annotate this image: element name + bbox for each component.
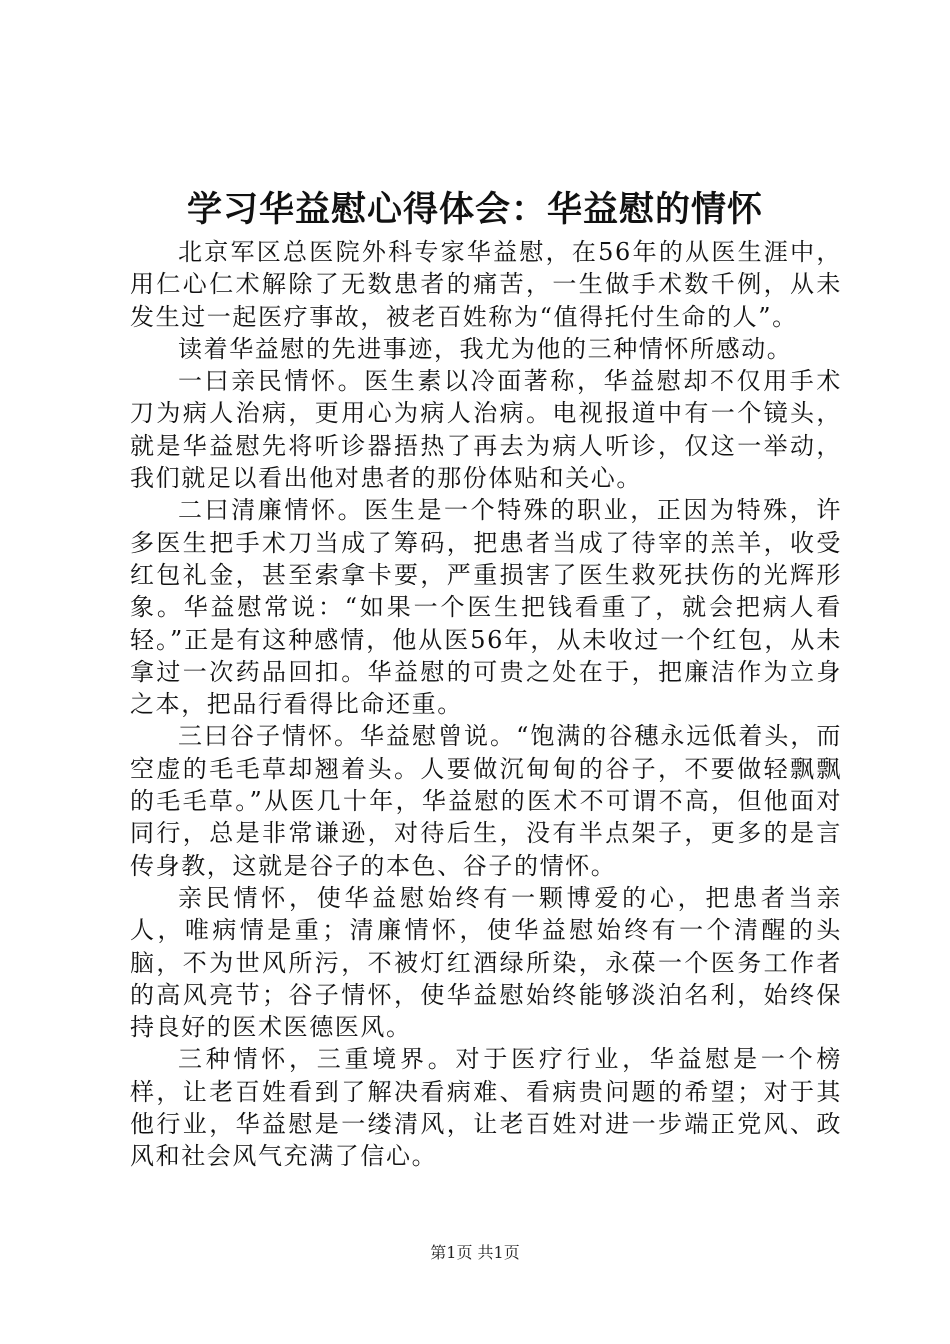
- paragraph-third-sentiment: 三曰谷子情怀。华益慰曾说。“饱满的谷穗永远低着头，而空虚的毛毛草却翘着头。人要做沉甸甸的谷子，不要做轻飘飘的毛毛草。”从医几十年，华益慰的医术不可谓不高，但他面对同行，总是非常谦逊，对待后生，没有半点架子，更多的是言传身教，这就是谷子的本色、谷子的情怀。: [130, 722, 842, 880]
- document-body: [130, 236, 842, 1173]
- paragraph-summary: 亲民情怀，使华益慰始终有一颗博爱的心，把患者当亲人，唯病情是重；清廉情怀，使华益慰始终有一个清醒的头脑，不为世风所污，不被灯红酒绿所染，永葆一个医务工作者的高风亮节；谷子情怀，使华益慰始终能够淡泊名利，始终保持良好的医术医德医风。: [130, 883, 842, 1042]
- paragraph-reading: 读着华益慰的先进事迹，我尤为他的三种情怀所感动。: [178, 334, 793, 363]
- paragraph-second-sentiment: 二曰清廉情怀。医生是一个特殊的职业，正因为特殊，许多医生把手术刀当成了筹码，把患者当成了待宰的羔羊，收受红包礼金，甚至索拿卡要，严重损害了医生救死扶伤的光辉形象。华益慰常说：“如果一个医生把钱看重了，就会把病人看轻。”正是有这种感情，他从医56年，从未收过一个红包，从未拿过一次药品回扣。华益慰的可贵之处在于，把廉洁作为立身之本，把品行看得比命还重。: [130, 496, 842, 719]
- paragraph-first-sentiment: 一曰亲民情怀。医生素以冷面著称，华益慰却不仅用手术刀为病人治病，更用心为病人治病。电视报道中有一个镜头，就是华益慰先将听诊器捂热了再去为病人听诊，仅这一举动，我们就足以看出他对患者的那份体贴和关心。: [130, 367, 842, 493]
- page-footer: 第1页 共1页: [430, 1243, 520, 1262]
- paragraph-conclusion: 三种情怀，三重境界。对于医疗行业，华益慰是一个榜样，让老百姓看到了解决看病难、看病贵问题的希望；对于其他行业，华益慰是一缕清风，让老百姓对进一步端正党风、政风和社会风气充满了信心。: [130, 1045, 842, 1171]
- document-title: 学习华益慰心得体会：华益慰的情怀: [186, 189, 763, 230]
- paragraph-intro: 北京军区总医院外科专家华益慰，在56年的从医生涯中，用仁心仁术解除了无数患者的痛苦，一生做手术数千例，从未发生过一起医疗事故，被老百姓称为“值得托付生命的人”。: [130, 238, 842, 331]
